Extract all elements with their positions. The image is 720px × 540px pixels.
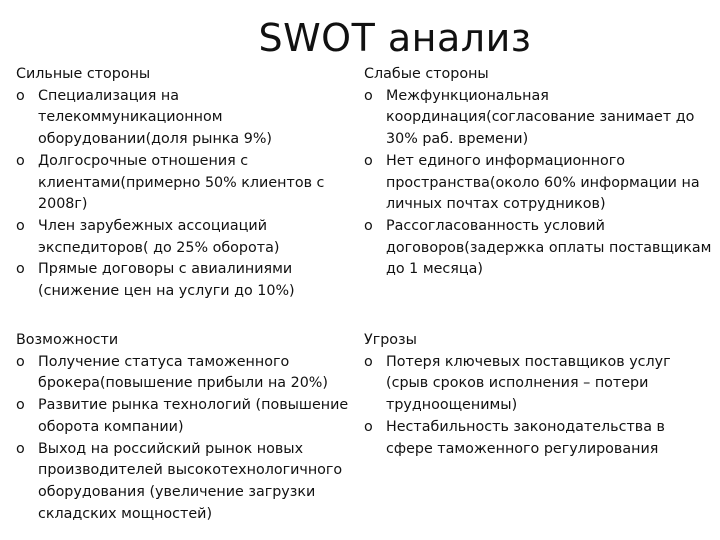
list-item-text: Потеря ключевых поставщиков услуг (срыв сроков исполнения – потери трудноощенимы) bbox=[386, 353, 671, 414]
bullet-icon: o bbox=[364, 87, 373, 104]
list-item-text: Специализация на телекоммуникационном оборудовании(доля рынка 9%) bbox=[38, 87, 272, 148]
bullet-icon: o bbox=[364, 353, 373, 370]
list-item-text: Развитие рынка технологий (повышение оборота компании) bbox=[38, 397, 349, 435]
list-item bbox=[16, 151, 354, 216]
strengths-heading: Сильные стороны bbox=[16, 66, 151, 82]
list-item bbox=[16, 439, 354, 526]
threats-heading: Угрозы bbox=[364, 332, 417, 348]
list-item bbox=[364, 417, 712, 460]
bullet-icon: o bbox=[16, 440, 25, 457]
list-item bbox=[16, 86, 354, 151]
bullet-icon: o bbox=[16, 261, 25, 278]
list-item-text: Рассогласованность условий договоров(задержка оплаты поставщикам до 1 месяца) bbox=[386, 217, 712, 278]
list-item-text: Получение статуса таможенного брокера(повышение прибыли на 20%) bbox=[38, 353, 328, 392]
bullet-icon: o bbox=[364, 217, 373, 234]
bullet-icon: o bbox=[16, 87, 25, 104]
strengths-section bbox=[16, 64, 354, 303]
slide-title: SWOT анализ bbox=[258, 16, 532, 60]
threats-section bbox=[364, 330, 712, 460]
list-item-text: Выход на российский рынок новых производителей высокотехнологичного оборудования (увеличение загрузки складских мощностей) bbox=[38, 440, 343, 522]
bullet-icon: o bbox=[16, 353, 25, 370]
strengths-list bbox=[16, 86, 354, 303]
list-item-text: Нет единого информационного пространства(около 60% информации на личных почтах сотрудников) bbox=[386, 152, 700, 213]
bullet-icon: o bbox=[16, 217, 25, 234]
bullet-icon: o bbox=[364, 418, 373, 435]
list-item bbox=[16, 216, 354, 259]
list-item bbox=[364, 151, 712, 216]
list-item bbox=[16, 259, 354, 302]
list-item bbox=[364, 216, 712, 281]
list-item bbox=[16, 395, 354, 438]
list-item bbox=[16, 352, 354, 395]
weaknesses-heading: Слабые стороны bbox=[364, 66, 489, 82]
threats-list bbox=[364, 352, 712, 461]
list-item-text: Долгосрочные отношения с клиентами(примерно 50% клиентов с 2008г) bbox=[38, 152, 325, 213]
opportunities-list bbox=[16, 352, 354, 526]
bullet-icon: o bbox=[16, 152, 25, 169]
list-item-text: Член зарубежных ассоциаций экспедиторов( до 25% оборота) bbox=[38, 217, 280, 256]
opportunities-heading: Возможности bbox=[16, 332, 119, 348]
weaknesses-list bbox=[364, 86, 712, 281]
list-item bbox=[364, 86, 712, 151]
bullet-icon: o bbox=[16, 397, 25, 414]
list-item-text: Нестабильность законодательства в сфере таможенного регулирования bbox=[386, 418, 665, 457]
opportunities-section bbox=[16, 330, 354, 525]
list-item-text: Межфункциональная координация(согласование занимает до 30% раб. времени) bbox=[386, 87, 695, 148]
list-item-text: Прямые договоры с авиалиниями (снижение цен на услуги до 10%) bbox=[38, 261, 295, 300]
bullet-icon: o bbox=[364, 152, 373, 169]
list-item bbox=[364, 352, 712, 417]
weaknesses-section bbox=[364, 64, 712, 281]
